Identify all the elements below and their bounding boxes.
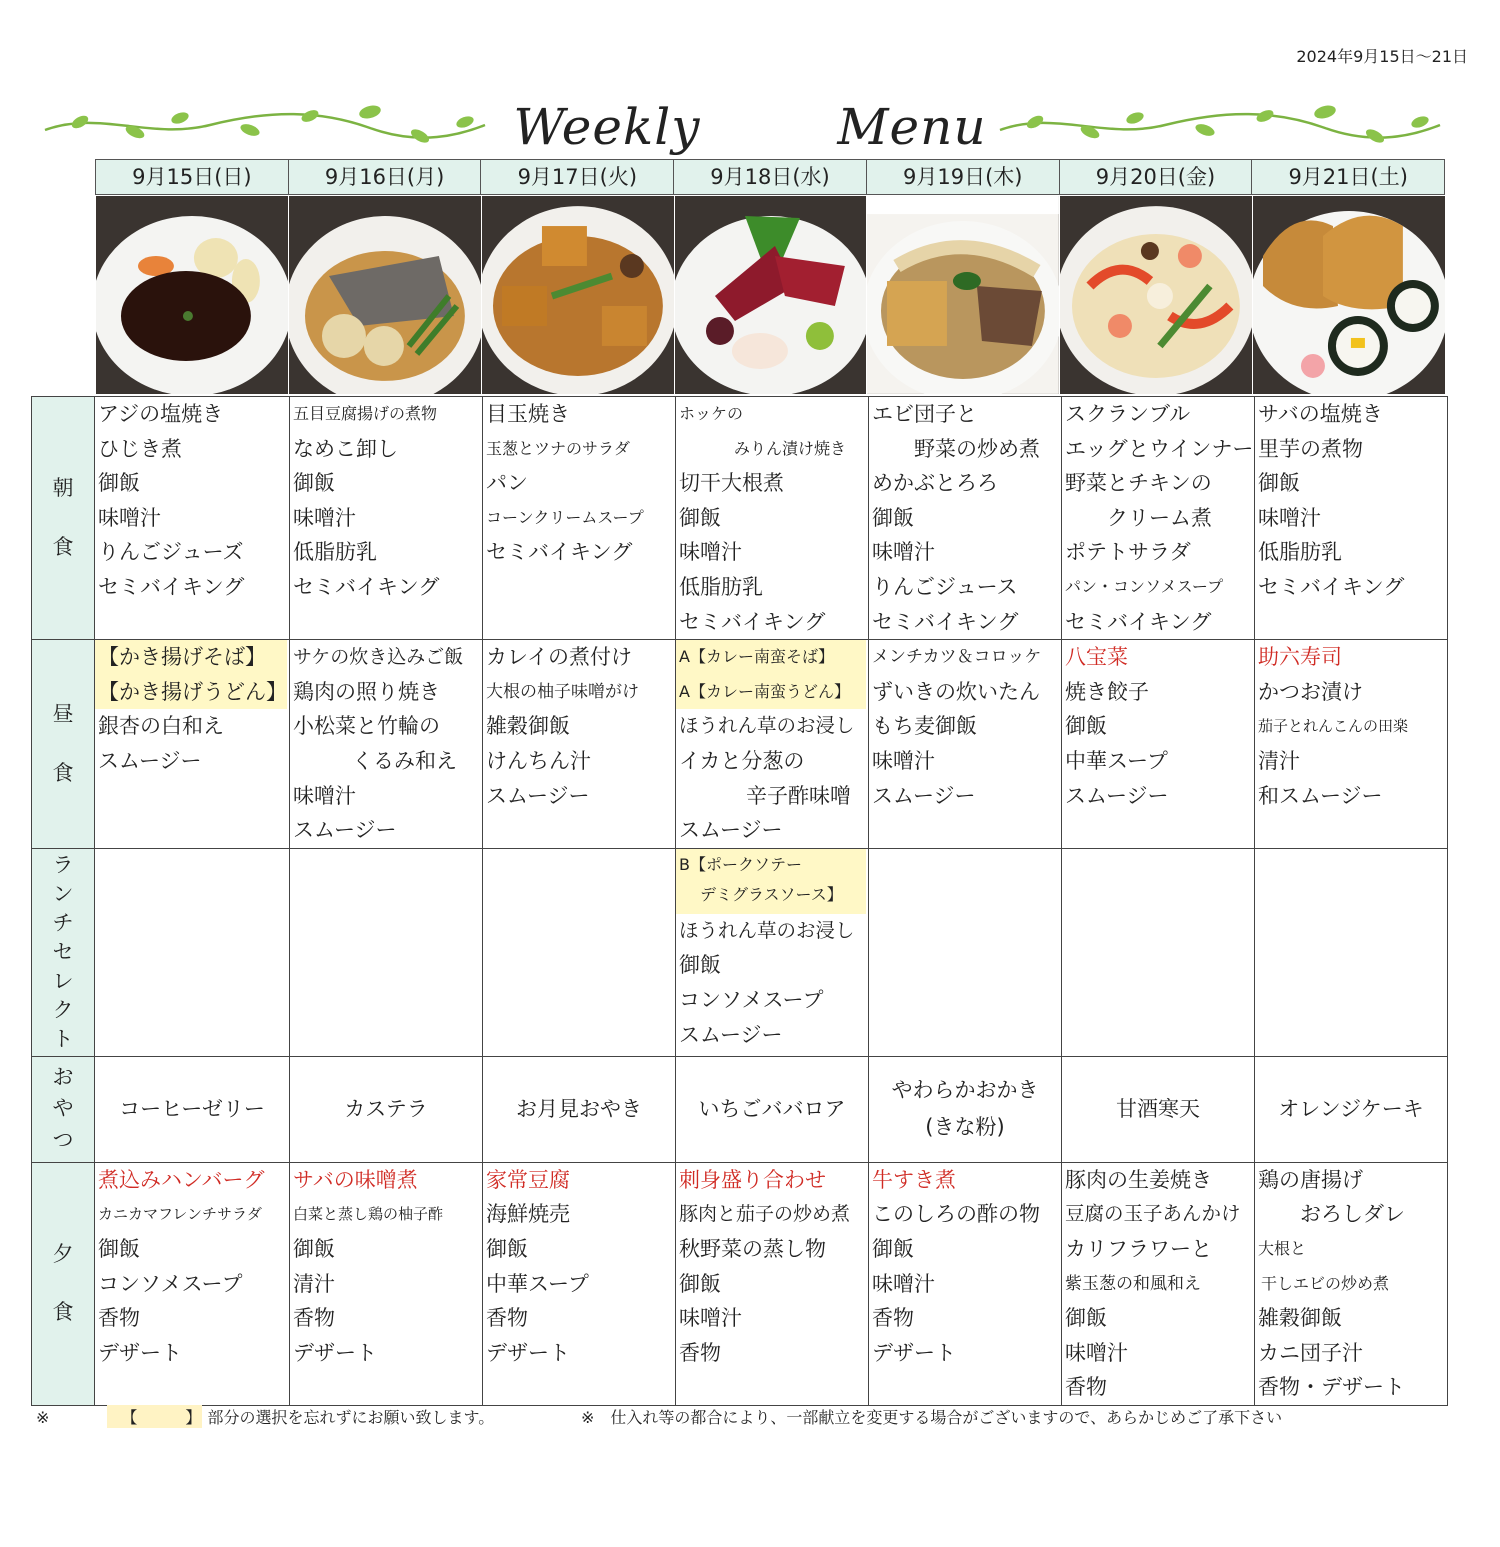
menu-item: 御飯 <box>1065 714 1107 739</box>
snack-item: オレンジケーキ <box>1255 1056 1448 1162</box>
menu-item: エビ団子と <box>872 402 977 426</box>
menu-item: 味噌汁 <box>872 1271 935 1296</box>
dish-photo-sashimi <box>675 196 867 394</box>
menu-item: 中華スープ <box>486 1271 589 1296</box>
menu-cell <box>290 848 483 1056</box>
menu-item: ひじき煮 <box>98 436 182 461</box>
menu-cell <box>95 640 290 849</box>
menu-item: デザート <box>98 1340 182 1365</box>
title-weekly: Weekly <box>513 98 701 156</box>
menu-cell <box>869 640 1062 849</box>
menu-item: ホッケの <box>679 404 744 423</box>
menu-cell <box>483 397 676 640</box>
menu-item: 味噌汁 <box>679 540 742 565</box>
menu-item: 御飯 <box>98 1236 140 1261</box>
menu-item: 香物・デザート <box>1258 1375 1405 1400</box>
lunch-row <box>32 640 1448 849</box>
menu-item-selectable: デミグラスソース】 <box>676 880 866 914</box>
menu-item: なめこ卸し <box>293 436 398 461</box>
lunch-select-row <box>32 848 1448 1056</box>
menu-item: デザート <box>293 1340 377 1365</box>
menu-item: 五目豆腐揚げの煮物 <box>293 404 438 423</box>
menu-item: 茄子とれんこんの田楽 <box>1258 717 1409 736</box>
dish-photo-jiachang-tofu <box>482 196 674 394</box>
menu-cell <box>1255 1162 1448 1405</box>
menu-item: カレイの煮付け <box>486 645 632 670</box>
menu-item: 雑穀御飯 <box>486 714 570 739</box>
footer-note-change: ※ 仕入れ等の都合により、一部献立を変更する場合がございますので、あらかじめご了承下さい <box>581 1408 1283 1427</box>
menu-item: 干しエビの炒め煮 <box>1261 1273 1390 1293</box>
menu-item-selectable: 【かき揚げうどん】 <box>95 675 287 710</box>
menu-cell <box>290 640 483 849</box>
menu-item: 味噌汁 <box>872 748 935 773</box>
note-mark: ※ <box>36 1408 50 1427</box>
menu-cell <box>676 1162 869 1405</box>
menu-cell <box>1255 848 1448 1056</box>
menu-item: りんごジューズ <box>98 540 244 565</box>
highlight-legend: 【 】 <box>107 1405 202 1428</box>
menu-item: 切干大根煮 <box>679 471 784 496</box>
menu-item: 目玉焼き <box>486 402 570 426</box>
snack-item: カステラ <box>290 1056 483 1162</box>
menu-item: ほうれん草のお浸し <box>679 714 855 738</box>
menu-item: 香物 <box>293 1306 335 1331</box>
menu-item: 和スムージー <box>1258 783 1383 808</box>
menu-cell <box>290 1162 483 1405</box>
menu-item: ずいきの炊いたん <box>872 679 1040 704</box>
day-header: 9月21日(土) <box>1288 165 1408 189</box>
menu-item: 味噌汁 <box>293 783 356 808</box>
menu-cell <box>869 397 1062 640</box>
menu-item-selectable: B【ポークソテー <box>676 849 866 880</box>
menu-item: セミバイキング <box>1065 609 1212 634</box>
menu-item: 味噌汁 <box>1258 505 1321 530</box>
title-menu: Menu <box>837 98 987 156</box>
menu-item: 豚肉と茄子の炒め煮 <box>679 1203 851 1226</box>
menu-item: セミバイキング <box>486 540 633 565</box>
menu-item: 香物 <box>872 1306 914 1331</box>
menu-cell <box>483 640 676 849</box>
menu-item: 紫玉葱の和風和え <box>1065 1273 1201 1294</box>
menu-item: セミバイキング <box>872 609 1019 634</box>
menu-item: かつお漬け <box>1258 679 1363 704</box>
day-header-row <box>95 159 1445 195</box>
menu-item: スムージー <box>679 818 783 843</box>
menu-item: 御飯 <box>679 1271 721 1296</box>
meal-label-lunch-select: ラ ン チ セ レ ク ト <box>32 848 95 1056</box>
menu-item: 銀杏の白和え <box>98 714 224 739</box>
menu-item: サバの塩焼き <box>1258 402 1383 426</box>
menu-item: 味噌汁 <box>679 1306 742 1331</box>
menu-cell <box>676 640 869 849</box>
page-title <box>0 98 1500 156</box>
menu-cell <box>290 397 483 640</box>
menu-item: 御飯 <box>1065 1306 1107 1331</box>
menu-cell <box>483 1162 676 1405</box>
menu-item: スクランブル <box>1065 402 1191 426</box>
menu-item: スムージー <box>1065 783 1169 808</box>
dish-photo-happosai <box>1060 196 1252 394</box>
menu-item: スムージー <box>679 1022 783 1047</box>
menu-item: 御飯 <box>679 953 721 978</box>
day-header: 9月16日(月) <box>289 160 482 194</box>
menu-cell <box>1255 397 1448 640</box>
dish-photo-sukeroku-sushi <box>1253 196 1445 394</box>
snack-item: お月見おやき <box>483 1056 676 1162</box>
menu-item: 味噌汁 <box>872 540 935 565</box>
menu-item: 雑穀御飯 <box>1258 1306 1342 1331</box>
dish-photo-saba-miso <box>289 196 481 394</box>
snack-item: コーヒーゼリー <box>95 1056 290 1162</box>
menu-item: 味噌汁 <box>293 505 356 530</box>
menu-item: コンソメスープ <box>98 1271 243 1296</box>
menu-item: 香物 <box>98 1306 140 1331</box>
menu-item: 鶏肉の照り焼き <box>293 679 440 704</box>
breakfast-row <box>32 397 1448 640</box>
menu-item: おろしダレ <box>1300 1202 1405 1227</box>
menu-item: めかぶとろろ <box>872 471 998 496</box>
snack-item: いちごババロア <box>676 1056 869 1162</box>
menu-cell <box>1062 848 1255 1056</box>
menu-item: 里芋の煮物 <box>1258 436 1363 461</box>
menu-item-main: 八宝菜 <box>1065 645 1128 670</box>
menu-item: コーンクリームスープ <box>486 507 644 527</box>
menu-item-main: 家常豆腐 <box>486 1167 570 1192</box>
menu-cell <box>483 848 676 1056</box>
menu-item-main: 煮込みハンバーグ <box>98 1167 265 1192</box>
dish-photo-row <box>96 196 1446 394</box>
menu-item: 玉葱とツナのサラダ <box>486 438 630 458</box>
day-header: 9月20日(金) <box>1060 160 1253 194</box>
menu-item-main: サバの味噌煮 <box>293 1167 418 1192</box>
menu-cell <box>95 397 290 640</box>
menu-item: カニ団子汁 <box>1258 1340 1363 1365</box>
menu-item: 清汁 <box>1258 748 1300 773</box>
menu-item: 御飯 <box>293 471 335 496</box>
menu-item: エッグとウインナー <box>1065 436 1254 461</box>
menu-item: 大根と <box>1258 1238 1307 1258</box>
menu-cell <box>1062 1162 1255 1405</box>
day-header: 9月19日(木) <box>867 160 1060 194</box>
note-text: 部分の選択を忘れずにお願い致します。 <box>207 1408 495 1427</box>
day-header: 9月17日(火) <box>481 160 674 194</box>
menu-item: 鶏の唐揚げ <box>1258 1167 1363 1192</box>
menu-item: 豆腐の玉子あんかけ <box>1065 1202 1241 1226</box>
menu-item: 野菜の炒め煮 <box>914 436 1040 461</box>
menu-item: メンチカツ＆コロッケ <box>872 647 1042 668</box>
menu-cell <box>95 1162 290 1405</box>
menu-item-selectable: A【カレー南蛮うどん】 <box>676 675 866 710</box>
menu-item: 辛子酢味噌 <box>746 783 851 808</box>
menu-item: ほうれん草のお浸し <box>679 918 855 942</box>
menu-item: 味噌汁 <box>98 505 161 530</box>
menu-item: イカと分葱の <box>679 748 805 773</box>
menu-item: 中華スープ <box>1065 748 1168 773</box>
menu-item: 海鮮焼売 <box>486 1202 570 1227</box>
menu-item: 御飯 <box>98 471 140 496</box>
menu-item: カニカマフレンチサラダ <box>98 1205 262 1224</box>
menu-item: 低脂肪乳 <box>1258 540 1342 565</box>
menu-item: ポテトサラダ <box>1065 540 1191 565</box>
menu-cell <box>869 848 1062 1056</box>
menu-item: 焼き餃子 <box>1065 679 1149 704</box>
menu-item: 御飯 <box>872 505 914 530</box>
menu-item-selectable: A【カレー南蛮そば】 <box>676 640 866 675</box>
snack-item: 甘酒寒天 <box>1062 1056 1255 1162</box>
menu-item: 白菜と蒸し鶏の柚子酢 <box>293 1205 444 1224</box>
snack-item: やわらかおかき (きな粉) <box>869 1056 1062 1162</box>
menu-item: スムージー <box>872 783 976 808</box>
menu-cell <box>869 1162 1062 1405</box>
menu-item: 豚肉の生姜焼き <box>1065 1167 1212 1192</box>
menu-item: 低脂肪乳 <box>293 540 377 565</box>
menu-table <box>31 396 1448 1406</box>
menu-item: 香物 <box>486 1306 528 1331</box>
menu-item: クリーム煮 <box>1107 505 1212 530</box>
menu-item: けんちん汁 <box>486 748 591 773</box>
menu-item: 清汁 <box>293 1271 335 1296</box>
menu-cell <box>676 848 869 1056</box>
menu-cell <box>1062 640 1255 849</box>
footer-note-selection <box>36 1405 494 1428</box>
snack-row <box>32 1056 1448 1162</box>
menu-item: アジの塩焼き <box>98 402 224 426</box>
menu-item: 味噌汁 <box>1065 1340 1128 1365</box>
menu-item: 御飯 <box>1258 471 1300 496</box>
menu-item: みりん漬け焼き <box>734 438 847 458</box>
menu-item-main: 刺身盛り合わせ <box>679 1167 826 1192</box>
menu-item: 御飯 <box>486 1236 528 1261</box>
menu-item: くるみ和え <box>352 748 457 773</box>
menu-item: パン・コンソメスープ <box>1065 576 1224 596</box>
dish-photo-hamburg <box>96 196 288 394</box>
menu-item: セミバイキング <box>98 574 245 599</box>
menu-cell <box>1062 397 1255 640</box>
menu-item: サケの炊き込みご飯 <box>293 646 464 669</box>
day-header: 9月15日(日) <box>96 160 289 194</box>
menu-item: 野菜とチキンの <box>1065 471 1212 496</box>
menu-item: セミバイキング <box>293 574 440 599</box>
menu-item: カリフラワーと <box>1065 1236 1212 1261</box>
meal-label-lunch: 昼 食 <box>32 640 95 849</box>
menu-item: 小松菜と竹輪の <box>293 714 440 739</box>
menu-item: 秋野菜の蒸し物 <box>679 1236 826 1261</box>
menu-item: スムージー <box>486 783 590 808</box>
dish-photo-gyusuki <box>867 196 1059 394</box>
menu-item: 御飯 <box>872 1236 914 1261</box>
menu-item: デザート <box>486 1340 570 1365</box>
meal-label-breakfast: 朝 食 <box>32 397 95 640</box>
menu-item: パン <box>486 471 528 496</box>
menu-item: デザート <box>872 1340 956 1365</box>
menu-item: もち麦御飯 <box>872 714 977 739</box>
meal-label-snack: お や つ <box>32 1056 95 1162</box>
menu-item: 香物 <box>679 1340 721 1365</box>
menu-item: 大根の柚子味噌がけ <box>486 681 639 702</box>
menu-item: スムージー <box>293 818 397 843</box>
menu-item-selectable: 【かき揚げそば】 <box>95 640 287 675</box>
menu-item: りんごジュース <box>872 574 1018 599</box>
menu-item: コンソメスープ <box>679 987 824 1012</box>
menu-item-main: 助六寿司 <box>1258 645 1342 670</box>
menu-cell <box>1255 640 1448 849</box>
menu-item: 御飯 <box>293 1236 335 1261</box>
menu-item: セミバイキング <box>679 609 826 634</box>
menu-item: セミバイキング <box>1258 574 1405 599</box>
day-header: 9月18日(水) <box>674 160 867 194</box>
menu-item: このしろの酢の物 <box>872 1202 1040 1227</box>
date-range: 2024年9月15日～21日 <box>1296 47 1468 66</box>
menu-item: 香物 <box>1065 1375 1107 1400</box>
menu-cell <box>676 397 869 640</box>
menu-item: 低脂肪乳 <box>679 574 763 599</box>
menu-item: 御飯 <box>679 505 721 530</box>
menu-cell <box>95 848 290 1056</box>
dinner-row <box>32 1162 1448 1405</box>
meal-label-dinner: 夕 食 <box>32 1162 95 1405</box>
menu-item-main: 牛すき煮 <box>872 1167 956 1192</box>
menu-item: スムージー <box>98 748 202 773</box>
